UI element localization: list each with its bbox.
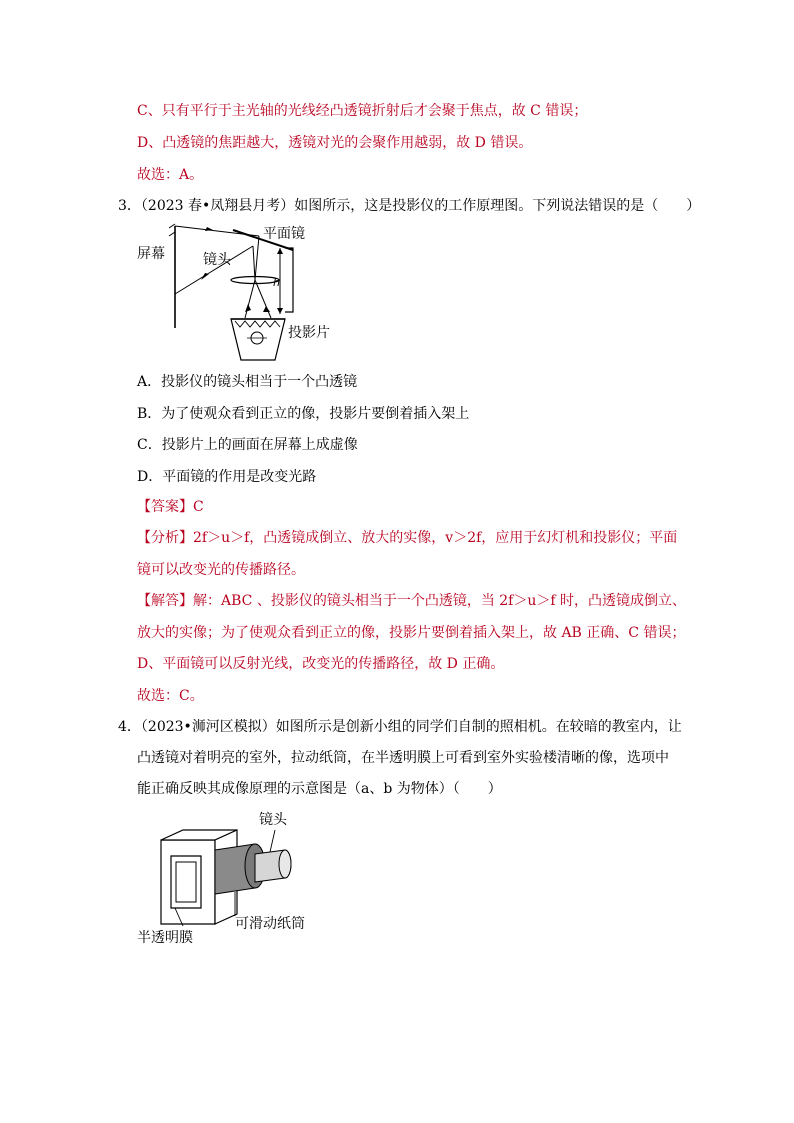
solution-tag: 【解答】 — [137, 593, 193, 609]
q4-stem-line3: 能正确反映其成像原理的示意图是（a、b 为物体）（ ） — [137, 781, 502, 797]
q3-stem: 3．（2023 春•凤翔县月考）如图所示，这是投影仪的工作原理图。下列说法错误的是（ ） — [118, 198, 701, 214]
solution-text-1: 解：ABC 、投影仪的镜头相当于一个凸透镜，当 2f＞u＞f 时，凸透镜成倒立、 — [193, 593, 687, 609]
camera-diagram — [135, 804, 325, 946]
tube-label: 可滑动纸筒 — [235, 916, 305, 932]
analysis-tag: 【分析】 — [137, 530, 193, 546]
lens-label-camera: 镜头 — [259, 812, 287, 828]
q2-option-d-analysis: D、凸透镜的焦距越大，透镜对光的会聚作用越弱，故 D 错误。 — [137, 135, 533, 151]
q2-choice: 故选：A。 — [137, 167, 204, 183]
analysis-text-1: 2f＞u＞f，凸透镜成倒立、放大的实像，v＞2f，应用于幻灯机和投影仪；平面 — [193, 530, 678, 546]
slide-label: 投影片 — [288, 325, 330, 341]
h-label: h — [273, 276, 280, 289]
q3-solution-line3: D、平面镜可以反射光线，改变光的传播路径，故 D 正确。 — [137, 656, 505, 672]
screen-label: 屏幕 — [137, 246, 165, 262]
q3-option-b[interactable]: B．为了使观众看到正立的像，投影片要倒着插入架上 — [137, 406, 470, 422]
q3-solution-line2: 放大的实像；为了使观众看到正立的像，投影片要倒着插入架上，故 AB 正确、C 错误； — [137, 625, 686, 641]
film-label: 半透明膜 — [137, 930, 193, 946]
q3-analysis-line1 — [137, 528, 677, 548]
q3-analysis-line2: 镜可以改变光的传播路径。 — [137, 562, 305, 578]
q3-option-a[interactable]: A．投影仪的镜头相当于一个凸透镜 — [137, 374, 358, 390]
q4-stem-line1: 4．（2023•浉河区模拟）如图所示是创新小组的同学们自制的照相机。在较暗的教室内，让 — [118, 719, 682, 735]
q4-stem-line2: 凸透镜对着明亮的室外，拉动纸筒，在半透明膜上可看到室外实验楼清晰的像，选项中 — [137, 750, 669, 766]
q3-option-c[interactable]: C．投影片上的画面在屏幕上成虚像 — [137, 437, 358, 453]
answer-value: C — [193, 499, 204, 515]
mirror-label: 平面镜 — [263, 226, 305, 242]
q3-option-d[interactable]: D．平面镜的作用是改变光路 — [137, 469, 317, 485]
q3-choice: 故选：C。 — [137, 688, 204, 704]
q3-solution-line1 — [137, 591, 686, 611]
q3-answer — [137, 497, 204, 517]
q2-option-c-analysis: C、只有平行于主光轴的光线经凸透镜折射后才会聚于焦点，故 C 错误； — [137, 103, 588, 119]
projector-diagram — [135, 222, 350, 364]
lens-label: 镜头 — [203, 252, 231, 268]
answer-tag: 【答案】 — [137, 499, 193, 515]
